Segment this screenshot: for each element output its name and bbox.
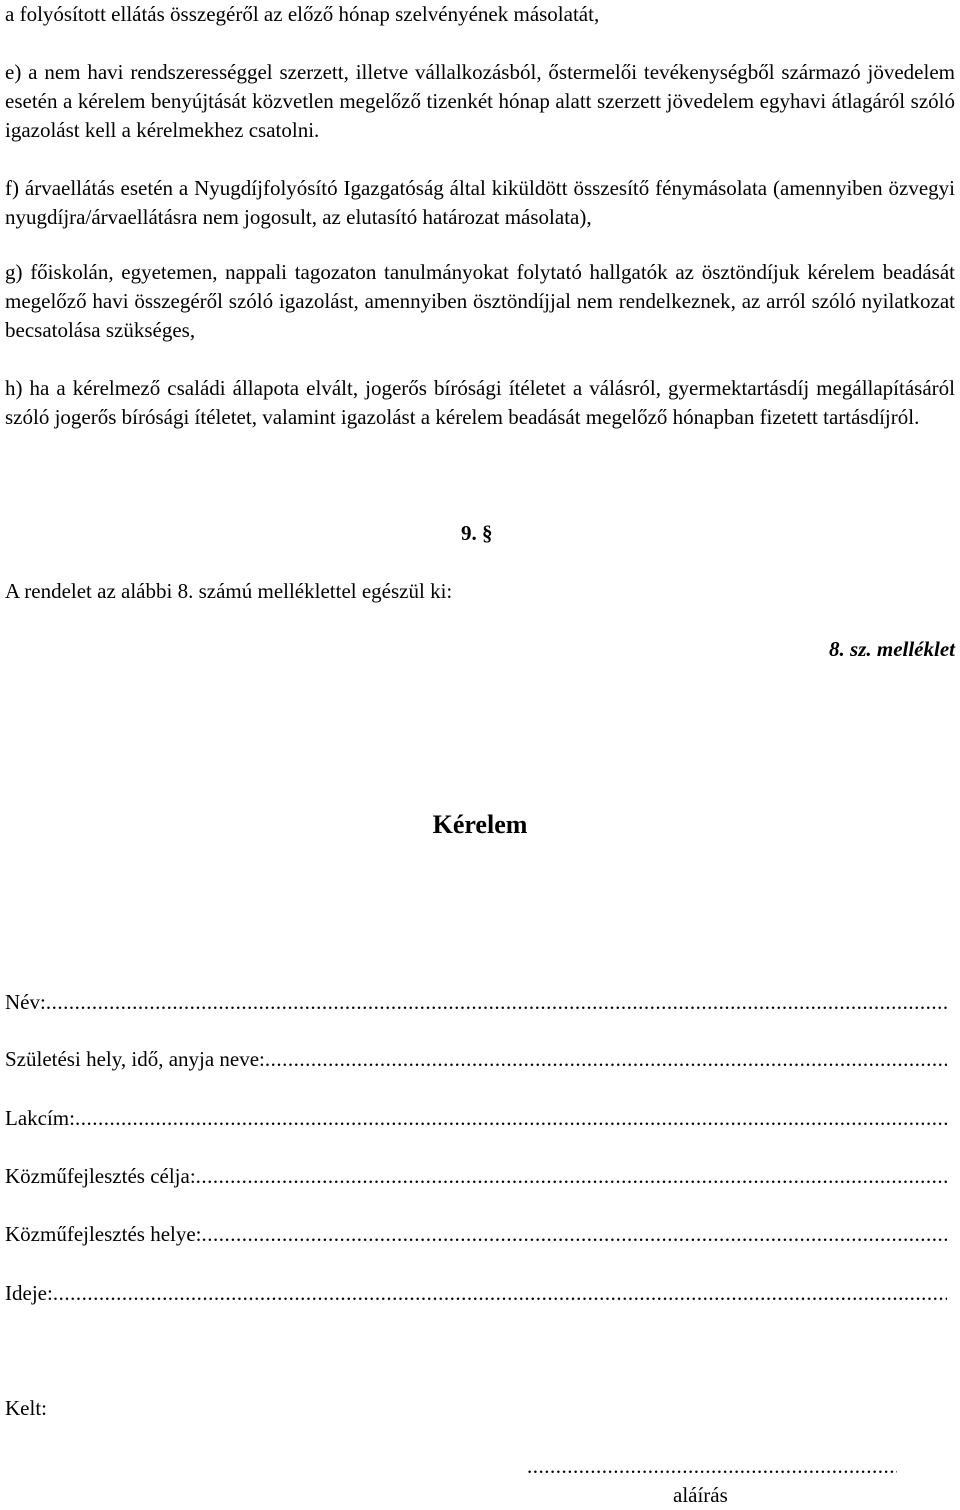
signature-line[interactable] bbox=[527, 1452, 897, 1481]
amendment-statement: A rendelet az alábbi 8. számú melléklettel egészül ki: bbox=[5, 579, 453, 603]
section-heading: 9. § bbox=[461, 521, 493, 545]
paragraph-f-text: f) árvaellátás esetén a Nyugdíjfolyósító Igazgatóság által kiküldött összesítő fénymásolata (amennyiben özvegyi nyugdíjra/árvaellátásra nem jogosult, az elutasító határozat másolata), bbox=[5, 176, 955, 229]
utility-goal-field[interactable] bbox=[5, 1162, 947, 1191]
name-fill-line[interactable] bbox=[46, 988, 947, 1017]
name-label: Név: bbox=[5, 990, 46, 1014]
paragraph-g-text: g) főiskolán, egyetemen, nappali tagozaton tanulmányokat folytató hallgatók az ösztöndíjuk kérelem beadását megelőző havi összegéről szóló igazolást, amennyiben ösztöndíjjal nem rendelkeznek, az arról szóló nyilatkozat becsatolása szükséges, bbox=[5, 260, 955, 342]
paragraph-intro bbox=[5, 0, 955, 29]
signature-label: aláírás bbox=[673, 1483, 728, 1507]
time-fill-line[interactable] bbox=[53, 1279, 947, 1308]
paragraph-f bbox=[5, 174, 955, 232]
paragraph-e-text: e) a nem havi rendszerességgel szerzett, illetve vállalkozásból, őstermelői tevékenységből származó jövedelem esetén a kérelem benyújtását közvetlen megelőző tizenkét hónap alatt szerzett jövedelem egyhavi átlagáról szóló igazolást kell a kérelmekhez csatolni. bbox=[5, 60, 955, 142]
birth-label: Születési hely, idő, anyja neve: bbox=[5, 1047, 265, 1071]
name-field[interactable] bbox=[5, 988, 947, 1017]
birth-field[interactable] bbox=[5, 1045, 947, 1074]
utility-place-fill-line[interactable] bbox=[202, 1220, 947, 1249]
utility-place-field[interactable] bbox=[5, 1220, 947, 1249]
utility-goal-label: Közműfejlesztés célja: bbox=[5, 1164, 196, 1188]
time-field[interactable] bbox=[5, 1279, 947, 1308]
dated-label: Kelt: bbox=[5, 1396, 47, 1420]
utility-place-label: Közműfejlesztés helye: bbox=[5, 1222, 202, 1246]
paragraph-h-text: h) ha a kérelmező családi állapota elvált, jogerős bírósági ítéletet a válásról, gyermektartásdíj megállapításáról szóló jogerős bírósági ítéletet, valamint igazolást a kérelem beadását megelőző hónapban fizetett tartásdíjról. bbox=[5, 376, 955, 429]
address-label: Lakcím: bbox=[5, 1106, 75, 1130]
paragraph-g bbox=[5, 258, 955, 345]
birth-fill-line[interactable] bbox=[265, 1045, 947, 1074]
time-label: Ideje: bbox=[5, 1281, 53, 1305]
paragraph-intro-text: a folyósított ellátás összegéről az előző hónap szelvényének másolatát, bbox=[5, 2, 600, 26]
address-field[interactable] bbox=[5, 1104, 947, 1133]
form-title: Kérelem bbox=[432, 810, 528, 839]
paragraph-h bbox=[5, 374, 955, 432]
address-fill-line[interactable] bbox=[75, 1104, 947, 1133]
annex-label: 8. sz. melléklet bbox=[829, 637, 955, 661]
utility-goal-fill-line[interactable] bbox=[196, 1162, 947, 1191]
paragraph-e bbox=[5, 58, 955, 145]
